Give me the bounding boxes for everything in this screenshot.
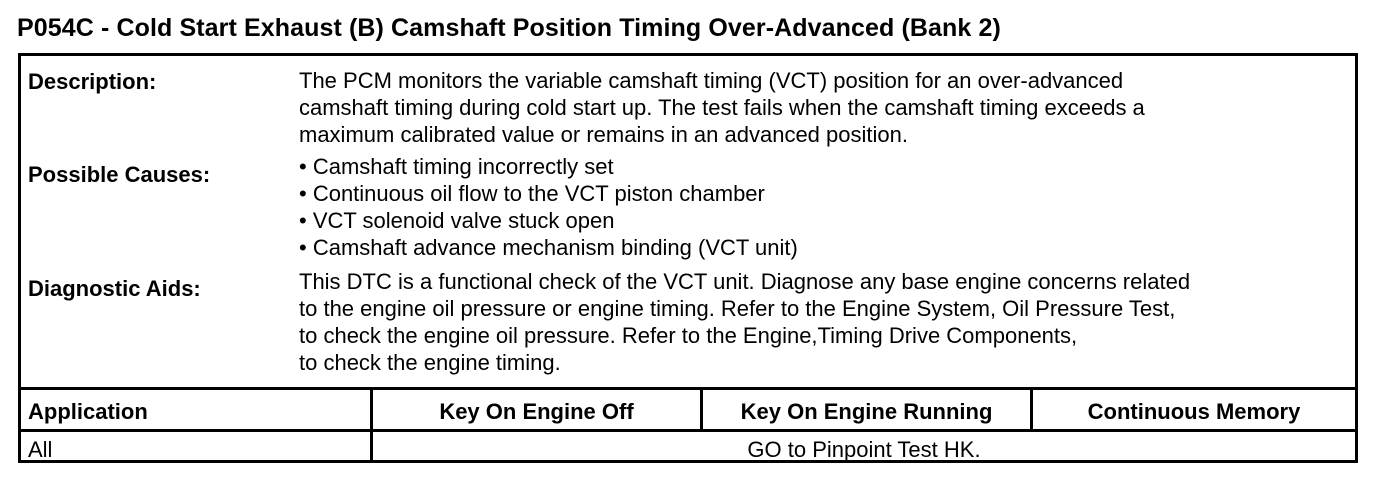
application-value: All <box>28 437 53 462</box>
diagnostic-aids-line: This DTC is a functional check of the VCT unit. Diagnose any base engine concerns related <box>299 269 1191 294</box>
description-line: The PCM monitors the variable camshaft timing (VCT) position for an over-advanced <box>299 68 1124 93</box>
description-label: Description: <box>28 69 157 94</box>
header-key-on-engine-off: Key On Engine Off <box>439 399 634 424</box>
description-line: camshaft timing during cold start up. The test fails when the camshaft timing exceeds a <box>299 95 1145 120</box>
possible-causes-list <box>299 153 798 261</box>
dtc-info-table <box>18 53 1358 463</box>
diagnostic-aids-line: to the engine oil pressure or engine timing. Refer to the Engine System, Oil Pressure Test, <box>299 296 1176 321</box>
page-title: P054C - Cold Start Exhaust (B) Camshaft Position Timing Over-Advanced (Bank 2) <box>17 14 1001 42</box>
description-text <box>299 67 1145 148</box>
list-item: • Camshaft advance mechanism binding (VCT unit) <box>299 235 798 260</box>
header-key-on-engine-running: Key On Engine Running <box>740 399 993 424</box>
header-application: Application <box>28 399 148 424</box>
diagnostic-aids-line: to check the engine timing. <box>299 350 561 375</box>
diagnostic-aids-line: to check the engine oil pressure. Refer to the Engine,Timing Drive Components, <box>299 323 1078 348</box>
list-item: • Continuous oil flow to the VCT piston chamber <box>299 181 765 206</box>
table-divider <box>21 387 1355 390</box>
possible-causes-label: Possible Causes: <box>28 162 211 187</box>
header-continuous-memory: Continuous Memory <box>1087 399 1301 424</box>
pinpoint-test-action: GO to Pinpoint Test HK. <box>747 437 981 462</box>
description-line: maximum calibrated value or remains in an advanced position. <box>299 122 908 147</box>
diagnostic-aids-text <box>299 268 1190 376</box>
list-item: • VCT solenoid valve stuck open <box>299 208 615 233</box>
list-item: • Camshaft timing incorrectly set <box>299 154 614 179</box>
diagnostic-aids-label: Diagnostic Aids: <box>28 276 201 301</box>
